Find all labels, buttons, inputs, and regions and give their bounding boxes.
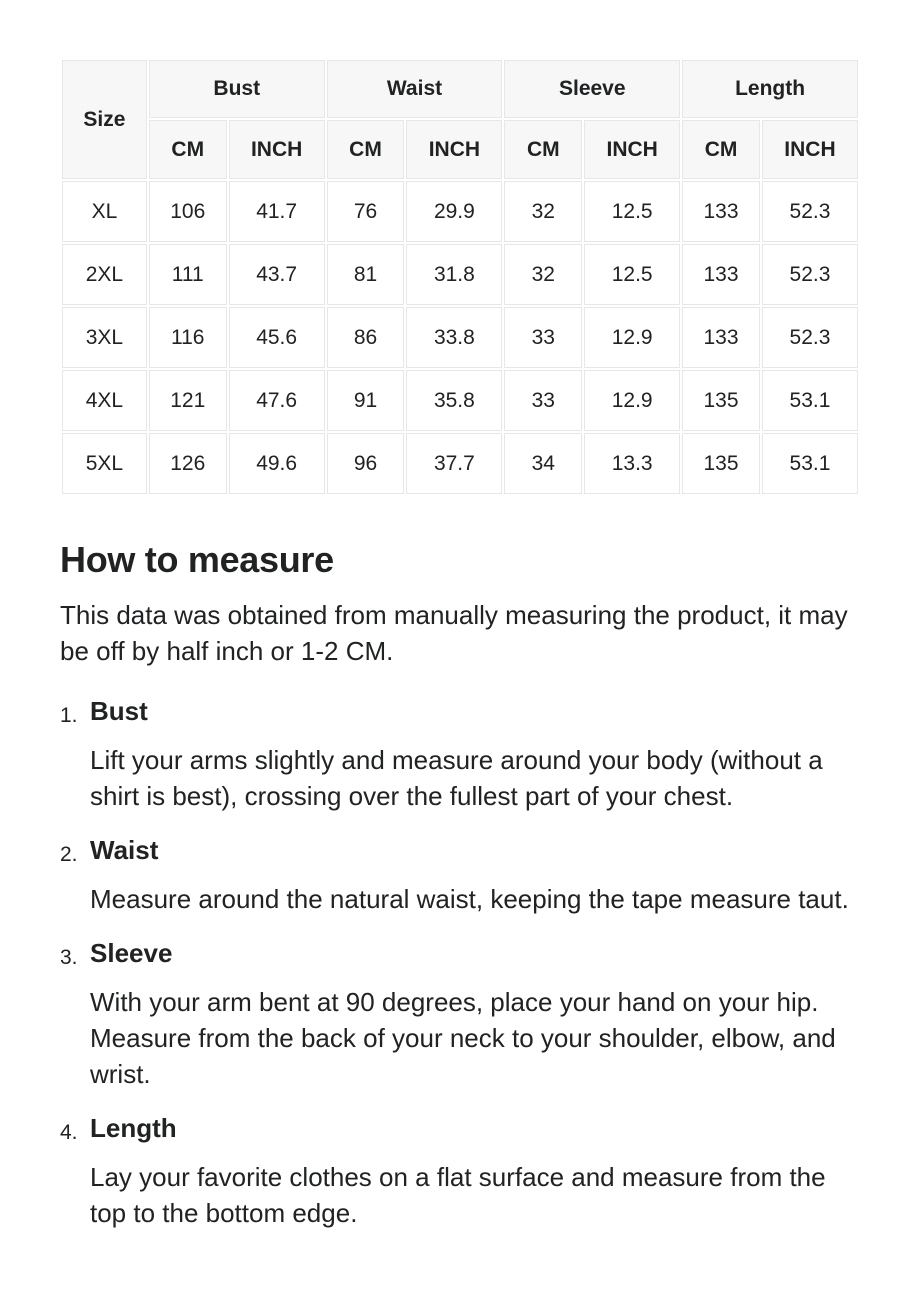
measurement-cell: 116 bbox=[149, 307, 227, 368]
measurement-cell: 121 bbox=[149, 370, 227, 431]
table-row bbox=[62, 433, 858, 494]
unit-header-bust-cm: CM bbox=[149, 120, 227, 179]
measurement-cell: 76 bbox=[327, 181, 405, 242]
measurement-cell: 135 bbox=[682, 433, 760, 494]
step-title-waist: Waist bbox=[90, 835, 159, 865]
measurement-cell: 33 bbox=[504, 370, 582, 431]
size-cell: 4XL bbox=[62, 370, 147, 431]
measurement-cell: 81 bbox=[327, 244, 405, 305]
table-header-unit-row bbox=[62, 120, 858, 179]
measure-steps-list bbox=[60, 695, 860, 1231]
list-item-waist bbox=[60, 834, 860, 917]
table-row bbox=[62, 181, 858, 242]
measurement-cell: 106 bbox=[149, 181, 227, 242]
measurement-cell: 111 bbox=[149, 244, 227, 305]
list-item-bust bbox=[60, 695, 860, 814]
col-header-sleeve: Sleeve bbox=[504, 60, 680, 118]
size-cell: XL bbox=[62, 181, 147, 242]
measurement-cell: 35.8 bbox=[406, 370, 502, 431]
measurement-cell: 32 bbox=[504, 244, 582, 305]
measurement-cell: 52.3 bbox=[762, 181, 858, 242]
step-description-sleeve: With your arm bent at 90 degrees, place your hand on your hip. Measure from the back of your neck to your shoulder, elbow, and wrist. bbox=[90, 987, 836, 1089]
measurement-cell: 53.1 bbox=[762, 433, 858, 494]
measurement-cell: 43.7 bbox=[229, 244, 325, 305]
step-title-length: Length bbox=[90, 1113, 177, 1143]
measurement-cell: 12.5 bbox=[584, 181, 680, 242]
measurement-cell: 37.7 bbox=[406, 433, 502, 494]
unit-header-sleeve-inch: INCH bbox=[584, 120, 680, 179]
measurement-cell: 34 bbox=[504, 433, 582, 494]
table-row bbox=[62, 307, 858, 368]
measurement-cell: 12.9 bbox=[584, 370, 680, 431]
measurement-cell: 133 bbox=[682, 307, 760, 368]
measurement-cell: 53.1 bbox=[762, 370, 858, 431]
size-cell: 3XL bbox=[62, 307, 147, 368]
step-number: 1. bbox=[60, 704, 78, 727]
measurement-cell: 41.7 bbox=[229, 181, 325, 242]
measurement-cell: 52.3 bbox=[762, 244, 858, 305]
measurement-cell: 12.5 bbox=[584, 244, 680, 305]
step-description-length: Lay your favorite clothes on a flat surface and measure from the top to the bottom edge. bbox=[90, 1162, 826, 1228]
measurement-cell: 33 bbox=[504, 307, 582, 368]
unit-header-waist-inch: INCH bbox=[406, 120, 502, 179]
col-header-length: Length bbox=[682, 60, 858, 118]
measurement-cell: 31.8 bbox=[406, 244, 502, 305]
measurement-cell: 86 bbox=[327, 307, 405, 368]
size-cell: 5XL bbox=[62, 433, 147, 494]
unit-header-sleeve-cm: CM bbox=[504, 120, 582, 179]
measurement-cell: 91 bbox=[327, 370, 405, 431]
measurement-cell: 47.6 bbox=[229, 370, 325, 431]
how-to-measure-title: How to measure bbox=[60, 539, 334, 580]
size-cell: 2XL bbox=[62, 244, 147, 305]
table-row bbox=[62, 244, 858, 305]
measurement-cell: 45.6 bbox=[229, 307, 325, 368]
size-chart-table bbox=[60, 58, 860, 496]
measurement-cell: 49.6 bbox=[229, 433, 325, 494]
step-number: 4. bbox=[60, 1121, 78, 1144]
measurement-cell: 33.8 bbox=[406, 307, 502, 368]
step-title-sleeve: Sleeve bbox=[90, 938, 173, 968]
col-header-bust: Bust bbox=[149, 60, 325, 118]
step-title-bust: Bust bbox=[90, 696, 148, 726]
measure-disclaimer-text: This data was obtained from manually measuring the product, it may be off by half inch or 1-2 CM. bbox=[60, 600, 848, 666]
step-number: 2. bbox=[60, 843, 78, 866]
table-header-group-row bbox=[62, 60, 858, 118]
table-row bbox=[62, 370, 858, 431]
measurement-cell: 52.3 bbox=[762, 307, 858, 368]
measurement-cell: 126 bbox=[149, 433, 227, 494]
measurement-cell: 133 bbox=[682, 181, 760, 242]
unit-header-waist-cm: CM bbox=[327, 120, 405, 179]
measurement-cell: 133 bbox=[682, 244, 760, 305]
unit-header-length-inch: INCH bbox=[762, 120, 858, 179]
measurement-cell: 135 bbox=[682, 370, 760, 431]
measurement-cell: 12.9 bbox=[584, 307, 680, 368]
col-header-size: Size bbox=[62, 60, 147, 179]
step-description-waist: Measure around the natural waist, keeping the tape measure taut. bbox=[90, 884, 849, 914]
unit-header-bust-inch: INCH bbox=[229, 120, 325, 179]
list-item-sleeve bbox=[60, 937, 860, 1092]
measurement-cell: 32 bbox=[504, 181, 582, 242]
col-header-waist: Waist bbox=[327, 60, 503, 118]
list-item-length bbox=[60, 1112, 860, 1231]
unit-header-length-cm: CM bbox=[682, 120, 760, 179]
measurement-cell: 96 bbox=[327, 433, 405, 494]
measurement-cell: 13.3 bbox=[584, 433, 680, 494]
step-number: 3. bbox=[60, 946, 78, 969]
step-description-bust: Lift your arms slightly and measure around your body (without a shirt is best), crossing over the fullest part of your chest. bbox=[90, 745, 823, 811]
measurement-cell: 29.9 bbox=[406, 181, 502, 242]
